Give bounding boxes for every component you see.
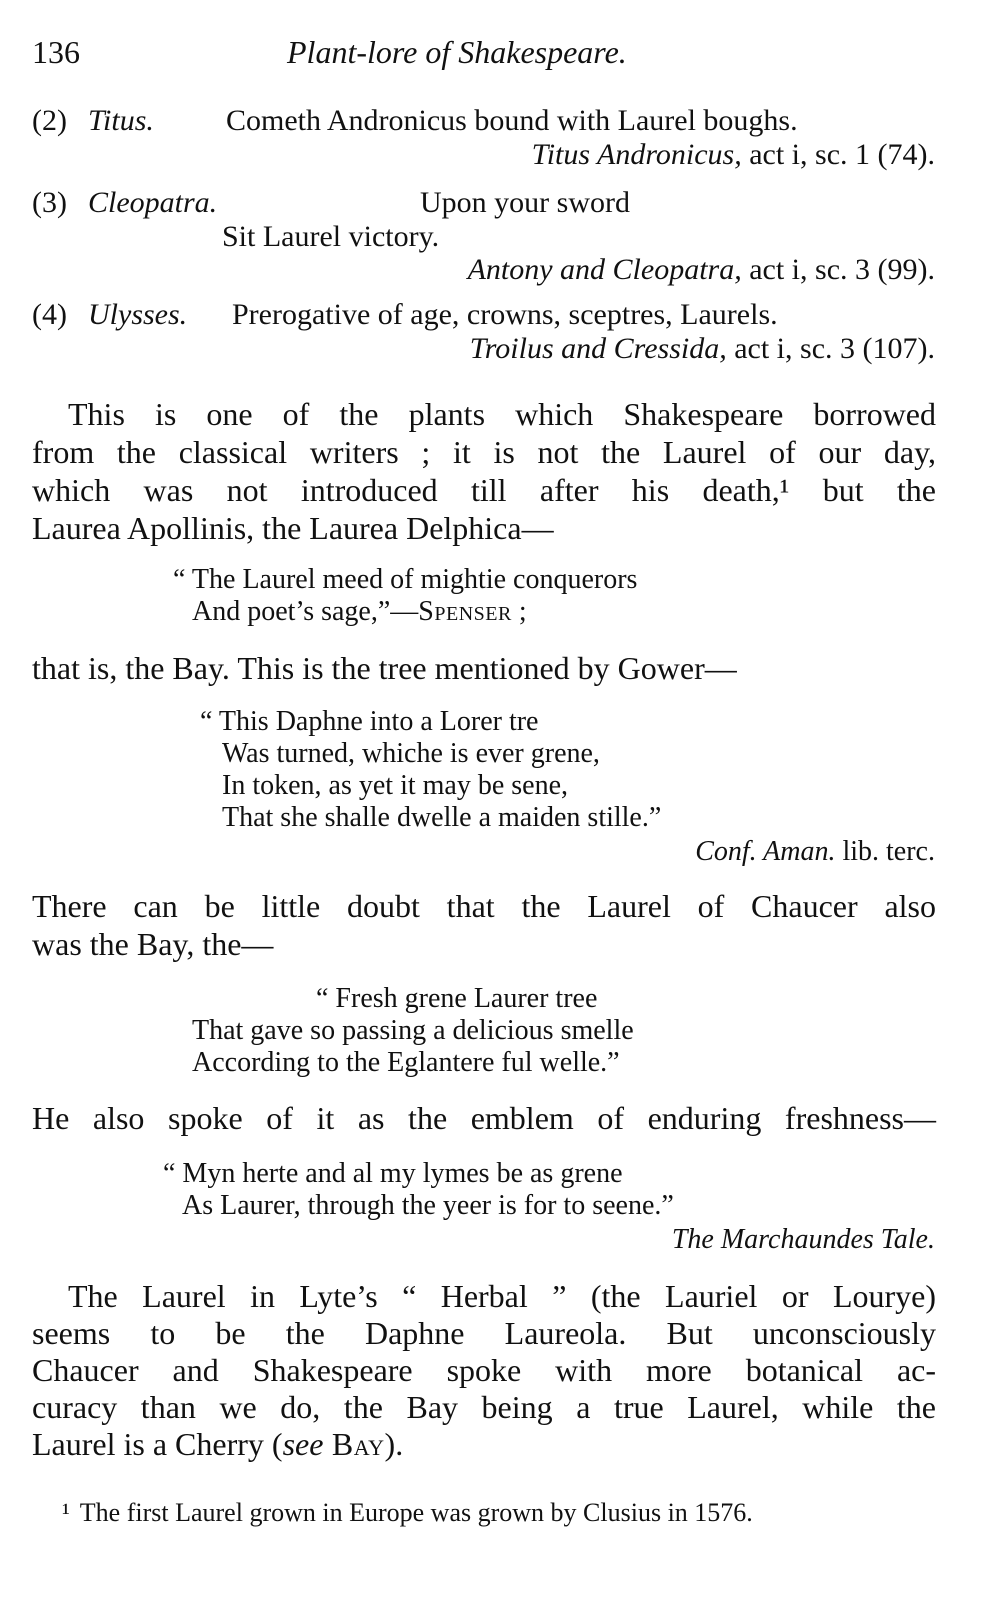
quote-3-speaker: Cleopatra. <box>88 186 218 219</box>
marchant-line-2: As Laurer, through the yeer is for to seene.” <box>182 1190 674 1221</box>
marchant-source: The Marchaundes Tale. <box>671 1224 935 1255</box>
para-3-line-2: was the Bay, the— <box>32 926 274 962</box>
para-2: that is, the Bay. This is the tree mentioned by Gower— <box>32 650 737 686</box>
para-1-line-1: This is one of the plants which Shakespeare borrowed <box>68 396 936 432</box>
para-1-line-2: from the classical writers ; it is not the Laurel of our day, <box>32 434 936 470</box>
page-number: 136 <box>32 34 80 70</box>
para-5-line-5-pre: Laurel is a Cherry ( <box>32 1426 283 1462</box>
gower-line-2: Was turned, whiche is ever grene, <box>222 738 600 769</box>
chaucer-line-1: “ Fresh grene Laurer tree <box>316 983 598 1014</box>
quote-3-source <box>468 255 935 285</box>
spenser-line-1: “ The Laurel meed of mightie conquerors <box>173 564 638 595</box>
para-5-line-3: Chaucer and Shakespeare spoke with more botanical ac- <box>32 1352 936 1388</box>
footnote-text: The first Laurel grown in Europe was grown by Clusius in 1576. <box>79 1498 753 1527</box>
quote-2-source-ref: act i, sc. 1 (74). <box>749 138 935 171</box>
quote-3-line-2: Sit Laurel victory. <box>222 220 440 253</box>
gower-line-4: That she shalle dwelle a maiden stille.” <box>222 802 662 833</box>
quote-2-speaker: Titus. <box>88 104 154 137</box>
para-3-line-1: There can be little doubt that the Laurel of Chaucer also <box>32 888 936 924</box>
gower-source-ref: lib. terc. <box>842 836 935 867</box>
quote-4-speaker: Ulysses. <box>88 298 188 331</box>
chaucer-line-2: That gave so passing a delicious smelle <box>192 1015 634 1046</box>
spenser-line-2 <box>192 598 527 626</box>
running-title: Plant-lore of Shakespeare. <box>287 34 627 70</box>
para-5-line-4: curacy than we do, the Bay being a true Laurel, while the <box>32 1389 936 1425</box>
quote-3-line-1: Upon your sword <box>420 186 630 219</box>
para-4: He also spoke of it as the emblem of enduring freshness— <box>32 1100 936 1136</box>
para-5-line-1: The Laurel in Lyte’s “ Herbal ” (the Lauriel or Lourye) <box>68 1278 936 1314</box>
quote-4-source-ref: act i, sc. 3 (107). <box>734 332 935 365</box>
quote-3-source-title: Antony and Cleopatra, <box>467 253 742 286</box>
gower-line-3: In token, as yet it may be sene, <box>222 770 569 801</box>
gower-line-1: “ This Daphne into a Lorer tre <box>200 706 539 737</box>
quote-4-source <box>470 334 935 364</box>
quote-4-line: Prerogative of age, crowns, sceptres, Laurels. <box>232 298 778 331</box>
para-1-line-3: which was not introduced till after his death,¹ but the <box>32 472 936 508</box>
footnote-marker: ¹ <box>62 1498 70 1527</box>
spenser-line-2-end: ; <box>511 596 527 627</box>
gower-source-title: Conf. Aman. <box>695 836 836 867</box>
chaucer-line-3: According to the Eglantere ful welle.” <box>192 1047 620 1078</box>
gower-source <box>695 838 935 866</box>
quote-2-source-title: Titus Andronicus, <box>531 138 742 171</box>
quote-3-number: (3) <box>32 186 67 219</box>
spenser-author: Spenser <box>418 596 512 627</box>
quote-2-number: (2) <box>32 104 67 137</box>
see-reference: see <box>282 1426 324 1462</box>
quote-3-source-ref: act i, sc. 3 (99). <box>749 253 935 286</box>
quote-2-source <box>532 140 935 170</box>
para-1-line-4: Laurea Apollinis, the Laurea Delphica— <box>32 510 554 546</box>
para-5-line-5-post: ). <box>384 1426 404 1462</box>
quote-4-source-title: Troilus and Cressida, <box>469 332 727 365</box>
quote-2-line: Cometh Andronicus bound with Laurel boughs. <box>226 104 798 137</box>
quote-4-number: (4) <box>32 298 67 331</box>
footnote <box>62 1500 753 1526</box>
para-5-line-5 <box>32 1428 403 1460</box>
bay-cross-reference: Bay <box>323 1426 385 1462</box>
marchant-line-1: “ Myn herte and al my lymes be as grene <box>163 1158 623 1189</box>
para-5-line-2: seems to be the Daphne Laureola. But unconsciously <box>32 1315 936 1351</box>
spenser-line-2-text: And poet’s sage,”— <box>192 596 419 627</box>
